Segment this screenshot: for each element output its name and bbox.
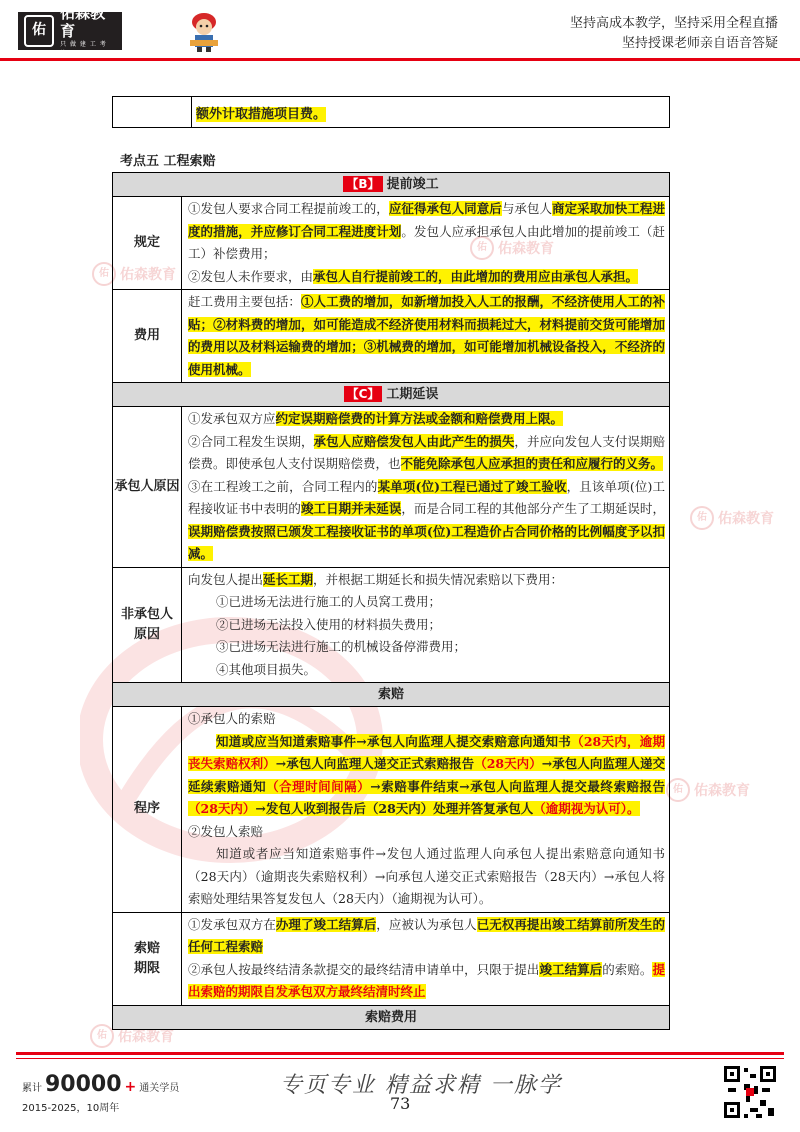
watermark: 佑 佑森教育 xyxy=(666,778,750,802)
table-row xyxy=(113,290,670,383)
watermark-seal-icon: 佑 xyxy=(690,506,714,530)
student-stat: 累计 90000 + 通关学员 2015-2025，10周年 xyxy=(22,1072,180,1114)
row-label: 承包人原因 xyxy=(113,407,182,568)
previous-table-fragment xyxy=(112,96,670,128)
table-row xyxy=(113,912,670,1005)
section-header-row xyxy=(113,1005,670,1029)
row-label: 程序 xyxy=(113,707,182,913)
section-header: 索赔费用 xyxy=(113,1005,670,1029)
section-header: 【B】 提前竣工 xyxy=(113,173,670,197)
header-divider xyxy=(0,58,800,61)
watermark: 佑 佑森教育 xyxy=(90,1024,174,1048)
section-header: 索赔 xyxy=(113,683,670,707)
watermark-seal-icon: 佑 xyxy=(90,1024,114,1048)
section-header-row xyxy=(113,173,670,197)
header-slogan xyxy=(570,14,778,54)
row-content: 向发包人提出延长工期，并根据工期延长和损失情况索赔以下费用： ①已进场无法进行施工的人员窝工费用； ②已进场无法投入使用的材料损失费用； ③已进场无法进行施工的机械设备停滞费用； ④其他项目损失。 xyxy=(182,567,670,683)
watermark: 佑 佑森教育 xyxy=(690,506,774,530)
row-label: 索赔期限 xyxy=(113,912,182,1005)
empty-cell xyxy=(113,97,192,128)
level-badge: 【B】 xyxy=(343,176,382,192)
section-header-row xyxy=(113,683,670,707)
footer-divider-thin xyxy=(16,1058,784,1059)
list-item: ①已进场无法进行施工的人员窝工费用； xyxy=(216,594,442,609)
list-item: ④其他项目损失。 xyxy=(216,661,317,677)
level-badge: 【C】 xyxy=(344,386,383,402)
row-label: 费用 xyxy=(113,290,182,383)
section-title: 考点五 工程索赔 xyxy=(120,154,216,169)
row-label: 规定 xyxy=(113,197,182,290)
section-header: 【C】 工期延误 xyxy=(113,383,670,407)
section-header-row xyxy=(113,383,670,407)
table-row xyxy=(113,567,670,683)
logo-name: 佑森教育 xyxy=(60,4,106,40)
handwritten-signature: 专页专业 精益求精 一脉学 xyxy=(280,1073,562,1098)
watermark-seal-icon: 佑 xyxy=(666,778,690,802)
stat-years: 2015-2025，10周年 xyxy=(22,1103,120,1114)
watermark: 佑 佑森教育 xyxy=(92,262,176,286)
footer-divider xyxy=(16,1052,784,1055)
slogan-line-1: 坚持高成本教学，坚持采用全程直播 xyxy=(569,16,778,31)
row-content: ①发包人要求合同工程提前竣工的，应征得承包人同意后与承包人商定采取加快工程进度的措施，并应修订合同工程进度计划。发包人应承担承包人由此增加的提前竣工（赶工）补偿费用； ②发包人未作要求，由承包人自行提前竣工的，由此增加的费用应由承包人承担。 xyxy=(182,197,670,290)
stat-number: 90000 xyxy=(45,1072,122,1097)
row-label: 非承包人原因 xyxy=(113,567,182,683)
mascot-icon xyxy=(184,10,224,52)
watermark-seal-icon: 佑 xyxy=(92,262,116,286)
row-content: ①发承包双方在办理了竣工结算后，应被认为承包人已无权再提出竣工结算前所发生的任何工程索赔 ②承包人按最终结清条款提交的最终结清申请单中，只限于提出竣工结算后的索赔。提出索赔的期限自发承包双方最终结清时终止 xyxy=(182,912,670,1005)
list-item: ③已进场无法进行施工的机械设备停滞费用； xyxy=(216,639,467,654)
page-number: 73 xyxy=(390,1094,411,1113)
list-item: ②已进场无法投入使用的材料损失费用； xyxy=(216,616,442,632)
claims-table xyxy=(112,172,670,1030)
watermark-seal-icon: 佑 xyxy=(470,236,494,260)
table-row xyxy=(113,707,670,913)
table-row xyxy=(113,407,670,568)
logo-seal: 佑 xyxy=(24,15,54,47)
qr-code-icon xyxy=(722,1064,778,1120)
logo-tagline: 只 做 建 工 考 培 xyxy=(60,41,107,57)
row-content: ①发承包双方应约定误期赔偿费的计算方法或金额和赔偿费用上限。 ②合同工程发生误期，承包人应赔偿发包人由此产生的损失，并应向发包人支付误期赔偿费。即使承包人支付误期赔偿费，也不能免除承包人应承担的责任和应履行的义务。 ③在工程竣工之前，合同工程内的某单项(位)工程已通过了竣工验收，且该单项(位)工程接收证书中表明的竣工日期并未延误，而是合同工程的其他部分产生了工期延误时，误期赔偿费按照已颁发工程接收证书的单项(位)工程造价占合同价格的比例幅度予以扣减。 xyxy=(182,407,670,568)
row-content: 赶工费用主要包括：①人工费的增加，如新增加投入人工的报酬，不经济使用人工的补贴；②材料费的增加，如可能造成不经济使用材料而损耗过大，材料提前交货可能增加的费用以及材料运输费的增加；③机械费的增加，如可能增加机械设备投入，不经济的使用机械。 xyxy=(182,290,670,383)
table-cell: 额外计取措施项目费。 xyxy=(192,97,670,128)
watermark: 佑 佑森教育 xyxy=(470,236,554,260)
brand-logo xyxy=(18,4,122,57)
row-content: ①承包人的索赔 知道或应当知道索赔事件→承包人向监理人提交索赔意向通知书（28天内，逾期丧失索赔权利）→承包人向监理人递交正式索赔报告（28天内）→承包人向监理人递交延续索赔通知（合理时间间隔）→索赔事件结束→承包人向监理人提交最终索赔报告（28天内）→发包人收到报告后（28天内）处理并答复承包人（逾期视为认可）。 ②发包人索赔 知道或者应当知道索赔事件→发包人通过监理人向承包人提出索赔意向通知书（28天内）（逾期丧失索赔权利）→向承包人递交正式索赔报告（28天内）→承包人将索赔处理结果答复发包人（28天内）（逾期视为认可）。 xyxy=(182,707,670,913)
table-row xyxy=(113,197,670,290)
slogan-line-2: 坚持授课老师亲自语音答疑 xyxy=(621,36,778,51)
